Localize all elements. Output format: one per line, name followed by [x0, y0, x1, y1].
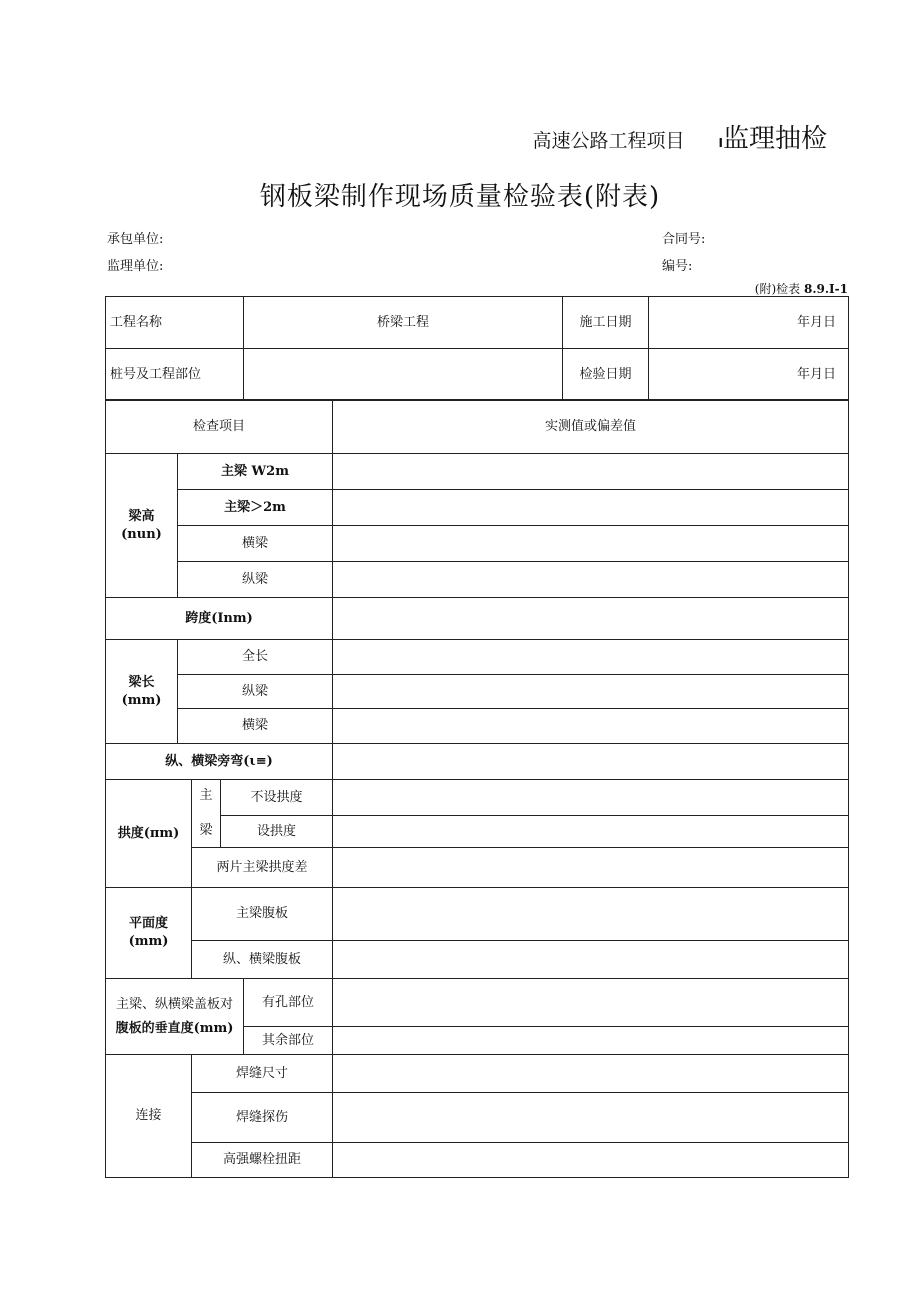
perpendicularity-label: 主梁、纵横梁盖板对 腹板的垂直度(mm)	[106, 979, 244, 1055]
row-label: 横梁	[178, 709, 333, 744]
measured-cell[interactable]	[333, 816, 849, 848]
span-label: 跨度(Inm)	[106, 598, 333, 640]
measured-cell[interactable]	[333, 598, 849, 640]
serial-no-label: 编号:	[662, 259, 693, 274]
measured-cell[interactable]	[333, 979, 849, 1027]
station-value[interactable]	[244, 349, 563, 401]
row-label: 纵梁	[178, 675, 333, 709]
contractor-label: 承包单位:	[107, 232, 164, 247]
contract-no-label: 合同号:	[662, 232, 706, 247]
row-label: 其余部位	[244, 1027, 333, 1055]
info-table	[105, 296, 849, 401]
row-label: 纵梁	[178, 562, 333, 598]
project-header	[532, 118, 827, 155]
construction-date-value[interactable]: 年月日	[649, 297, 849, 349]
page-title: 钢板梁制作现场质量检验表(附表)	[259, 182, 661, 212]
row-label: 焊缝探伤	[192, 1093, 333, 1143]
construction-date-label: 施工日期	[563, 297, 649, 349]
measured-cell[interactable]	[333, 941, 849, 979]
project-name-value[interactable]: 桥梁工程	[244, 297, 563, 349]
row-label: 全长	[178, 640, 333, 675]
measured-cell[interactable]	[333, 1143, 849, 1178]
form-code: (附)检表 8.9.I-1	[754, 282, 848, 296]
measured-cell[interactable]	[333, 562, 849, 598]
project-name-label: 工程名称	[106, 297, 244, 349]
measured-cell[interactable]	[333, 848, 849, 888]
measured-cell[interactable]	[333, 1093, 849, 1143]
check-item-header: 检查项目	[106, 400, 333, 454]
inspection-date-label: 检验日期	[563, 349, 649, 401]
side-bend-label: 纵、横梁旁弯(ι≡)	[106, 744, 333, 780]
measured-cell[interactable]	[333, 526, 849, 562]
row-label: 焊缝尺寸	[192, 1055, 333, 1093]
row-label: 两片主梁拱度差	[192, 848, 333, 888]
row-label: 有孔部位	[244, 979, 333, 1027]
measured-cell[interactable]	[333, 675, 849, 709]
measured-cell[interactable]	[333, 640, 849, 675]
measured-cell[interactable]	[333, 709, 849, 744]
row-label: 主梁＞2m	[178, 490, 333, 526]
row-label: 设拱度	[221, 816, 333, 848]
measured-cell[interactable]	[333, 454, 849, 490]
camber-label: 拱度(πm)	[106, 780, 192, 888]
row-label: 不设拱度	[221, 780, 333, 816]
row-label: 纵、横梁腹板	[192, 941, 333, 979]
project-name: 高速公路工程项目	[532, 130, 685, 152]
measured-header: 实测值或偏差值	[333, 400, 849, 454]
supervisor-label: 监理单位:	[107, 259, 164, 274]
measured-cell[interactable]	[333, 1027, 849, 1055]
flatness-label: 平面度(mm)	[106, 888, 192, 979]
row-label: 主梁腹板	[192, 888, 333, 941]
measured-cell[interactable]	[333, 744, 849, 780]
beam-length-label: 梁长(mm)	[106, 640, 178, 744]
row-label: 高强螺栓扭距	[192, 1143, 333, 1178]
connection-label: 连接	[106, 1055, 192, 1178]
row-label: 主梁 W2m	[178, 454, 333, 490]
inspection-date-value[interactable]: 年月日	[649, 349, 849, 401]
measured-cell[interactable]	[333, 888, 849, 941]
camber-main-label: 主 梁	[192, 780, 221, 848]
measured-cell[interactable]	[333, 1055, 849, 1093]
inspection-table	[105, 399, 849, 1178]
measured-cell[interactable]	[333, 780, 849, 816]
beam-height-label: 梁高(nun)	[106, 454, 178, 598]
measured-cell[interactable]	[333, 490, 849, 526]
row-label: 横梁	[178, 526, 333, 562]
station-label: 桩号及工程部位	[106, 349, 244, 401]
supervision-stamp: I监理抽检	[718, 124, 827, 154]
